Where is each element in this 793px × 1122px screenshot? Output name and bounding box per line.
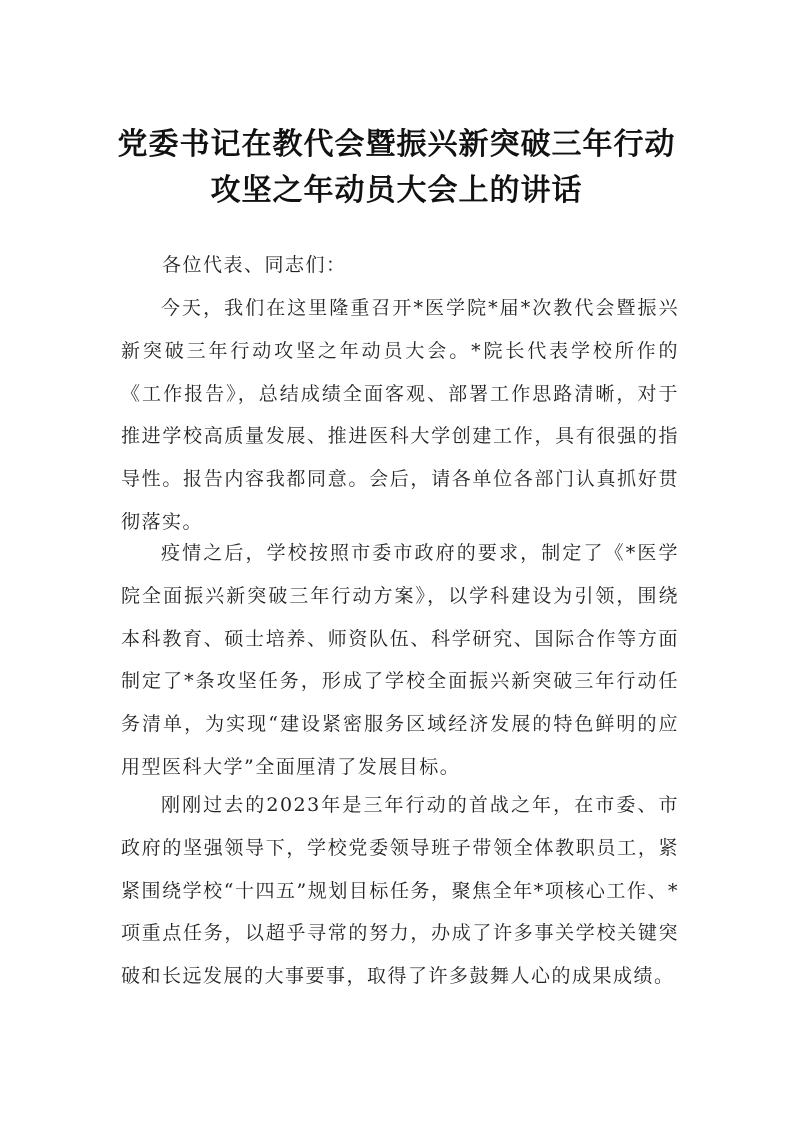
salutation: 各位代表、同志们： — [162, 254, 347, 276]
paragraph-3-block — [121, 784, 679, 998]
paragraph-1: 今天，我们在这里隆重召开*医学院*届*次教代会暨振兴新突破三年行动攻坚之年动员大会。*院长代表学校所作的《工作报告》，总结成绩全面客观、部署工作思路清晰，对于推进学校高质量发展、推进医科大学创建工作，具有很强的指导性。报告内容我都同意。会后，请各单位各部门认真抓好贯彻落实。 — [121, 297, 679, 533]
document-title-line-1: 党委书记在教代会暨振兴新突破三年行动 — [117, 127, 676, 162]
paragraph-1-block — [121, 287, 679, 544]
paragraph-2: 疫情之后，学校按照市委市政府的要求，制定了《*医学院全面振兴新突破三年行动方案》，以学科建设为引领，围绕本科教育、硕士培养、师资队伍、科学研究、国际合作等方面制定了*条攻坚任务，形成了学校全面振兴新突破三年行动任务清单，为实现“建设紧密服务区域经济发展的特色鲜明的应用型医科大学”全面厘清了发展目标。 — [121, 542, 679, 778]
paragraph-2-block — [121, 532, 679, 789]
document-title-line-2: 攻坚之年动员大会上的讲话 — [210, 173, 583, 208]
paragraph-3: 刚刚过去的2023年是三年行动的首战之年，在市委、市政府的坚强领导下，学校党委领导班子带领全体教职员工，紧紧围绕学校“十四五”规划目标任务，聚焦全年*项核心工作、*项重点任务，以超乎寻常的努力，办成了许多事关学校关键突破和长远发展的大事要事，取得了许多鼓舞人心的成果成绩。 — [121, 794, 679, 988]
